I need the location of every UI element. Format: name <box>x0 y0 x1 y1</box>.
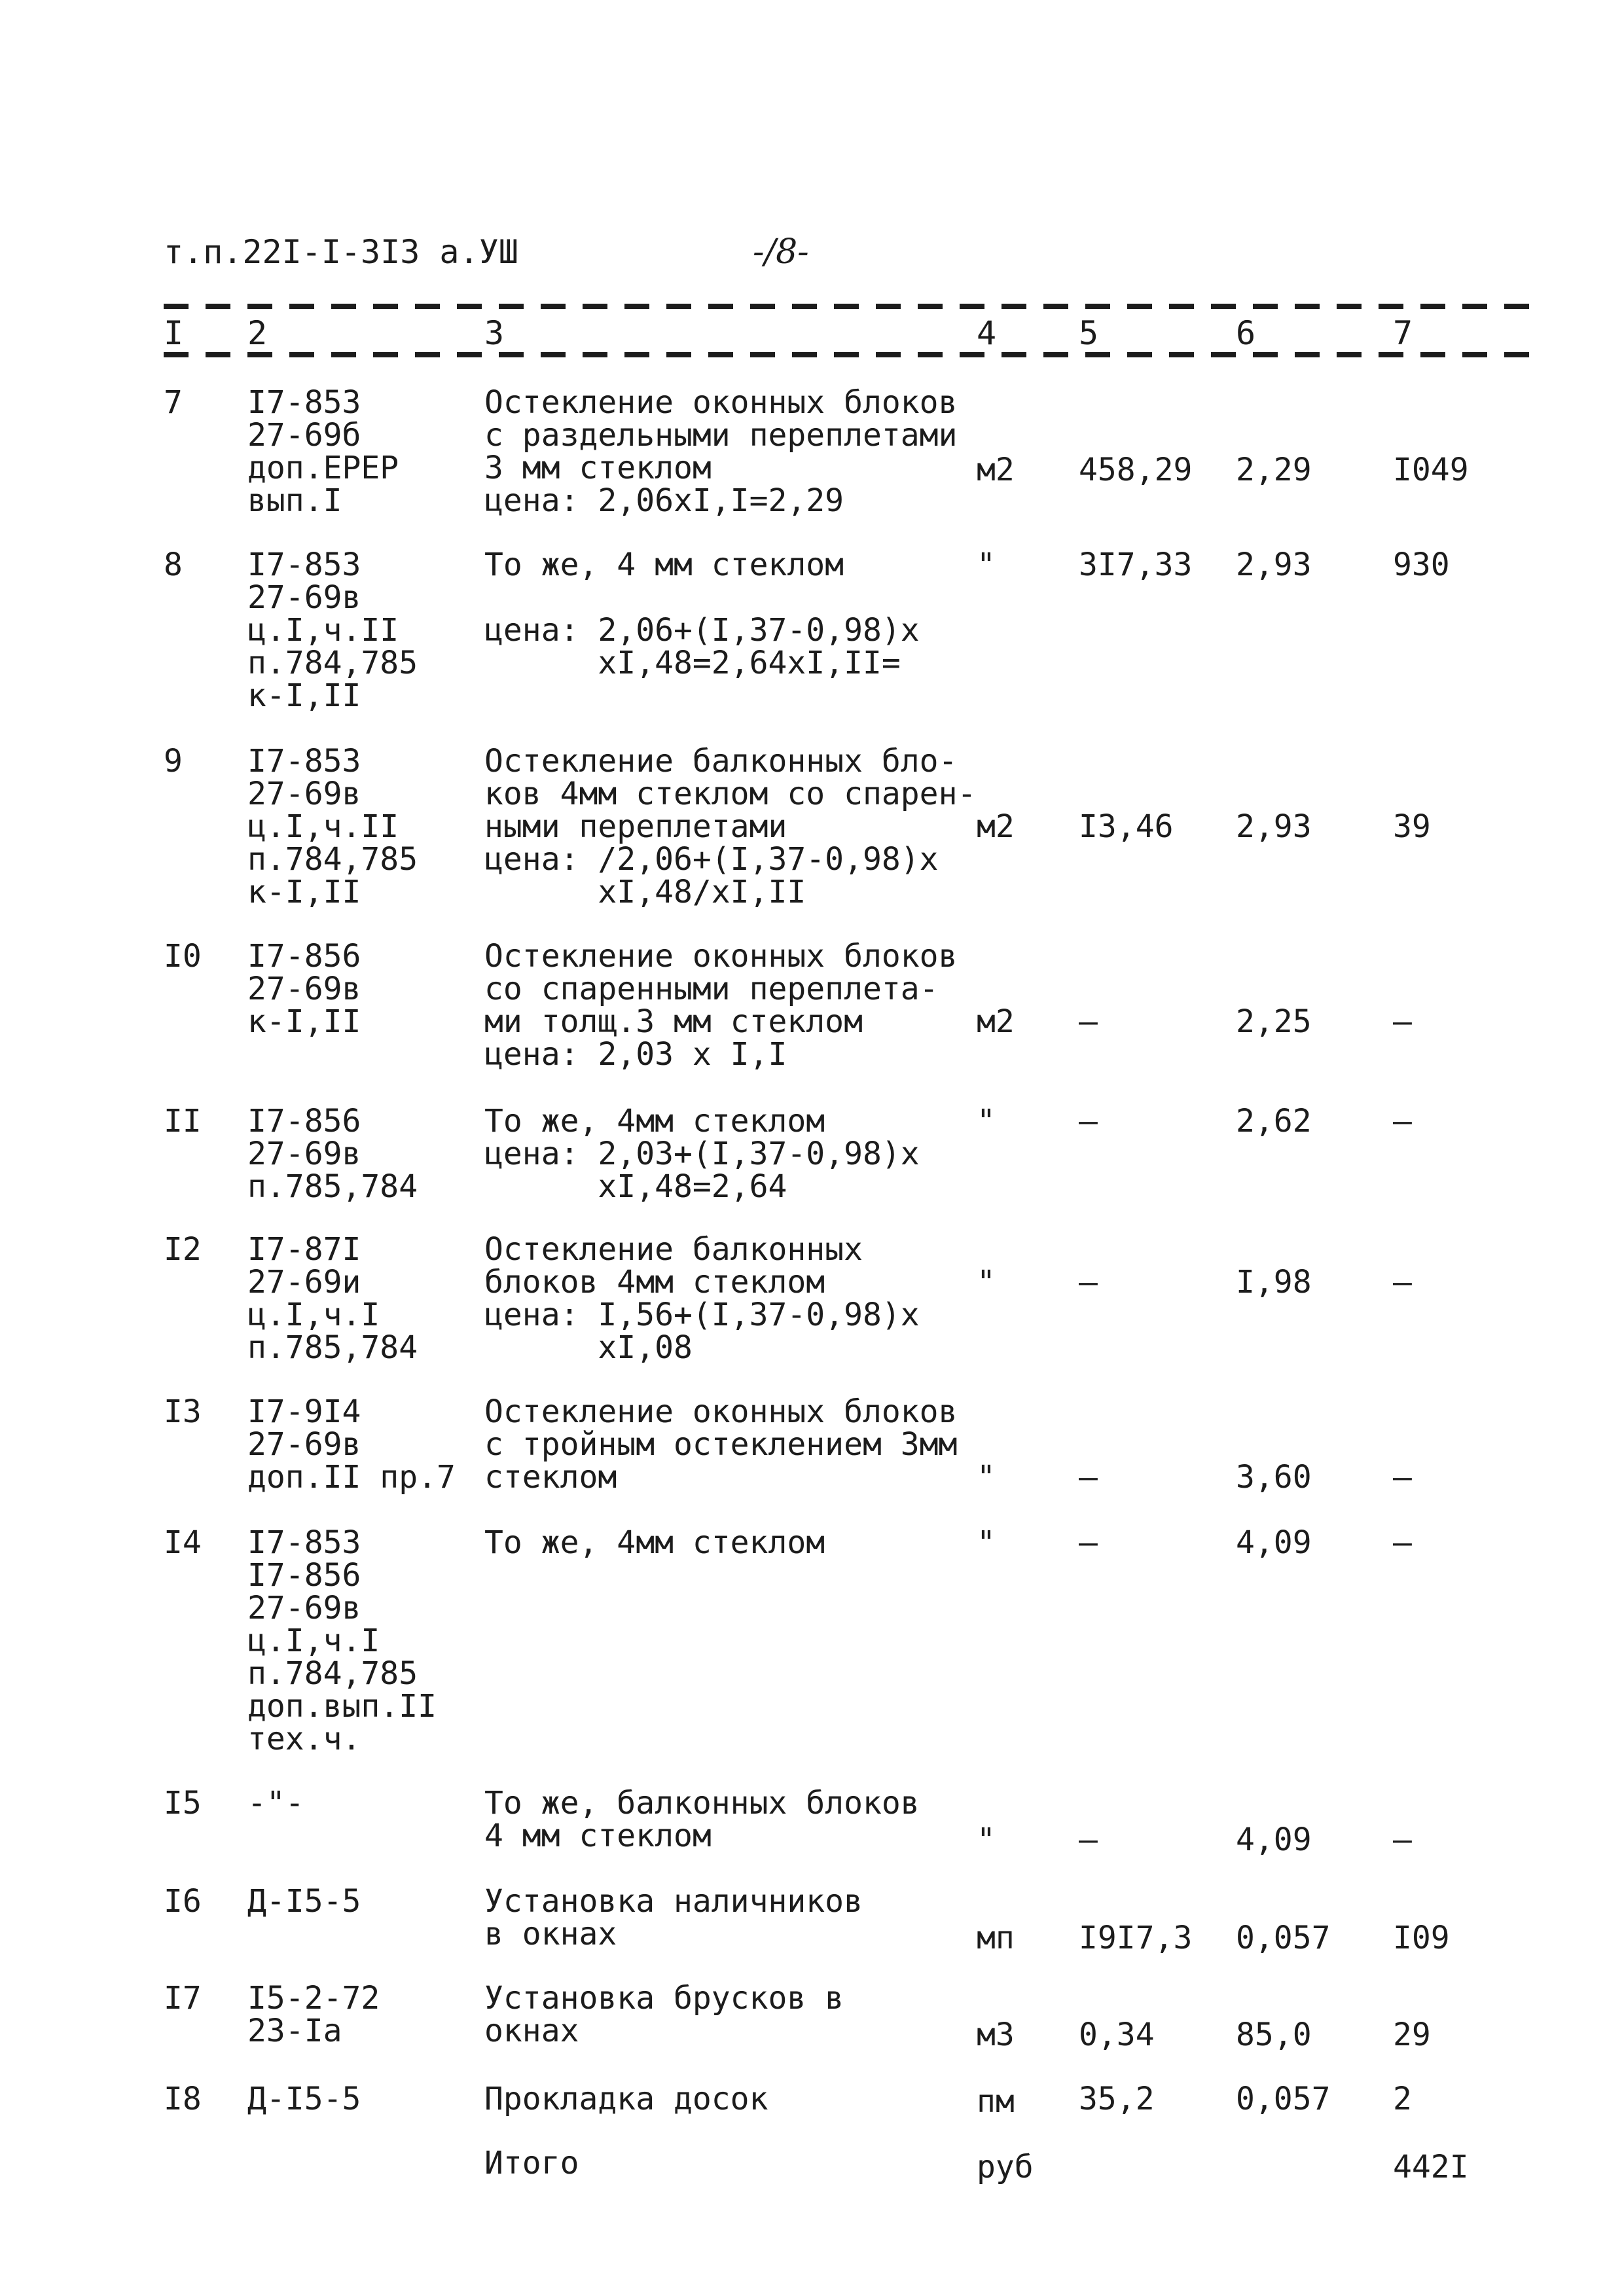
total-label: Итого <box>484 2145 579 2181</box>
row-number: I7 <box>164 1980 202 2017</box>
norm-code: I7-856 27-69в п.785,784 <box>247 1103 418 1205</box>
quantity: – <box>1079 1264 1098 1300</box>
total-cost: – <box>1393 1003 1412 1040</box>
col-header-2: 2 <box>247 314 268 352</box>
unit: м3 <box>977 2017 1015 2053</box>
work-description: Прокладка досок <box>484 2081 768 2117</box>
unit-price: 85,0 <box>1236 2017 1312 2053</box>
total-unit: руб <box>977 2149 1034 2185</box>
unit: мп <box>977 1920 1015 1956</box>
work-description: Остекление оконных блоков со спаренными переплета- ми толщ.3 мм стеклом цена: 2,03 х I,I <box>484 938 958 1073</box>
norm-code: I7-853 27-69б доп.ЕРЕР вып.I <box>247 384 399 519</box>
total-cost: 2 <box>1393 2081 1412 2117</box>
col-header-1: I <box>164 314 184 352</box>
total-cost: – <box>1393 1103 1412 1139</box>
row-number: II <box>164 1103 202 1139</box>
doc-reference: т.п.22I-I-3I3 а.УШ <box>164 233 518 271</box>
norm-code: -"- <box>247 1785 304 1821</box>
work-description: Остекление балконных бло- ков 4мм стеклом со спарен- ными переплетами цена: /2,06+(I,37-0,98)х хI,48/хI,II <box>484 743 977 910</box>
work-description: Установка наличников в окнах <box>484 1883 863 1952</box>
total-cost: – <box>1393 1459 1412 1496</box>
quantity: – <box>1079 1003 1098 1040</box>
col-header-6: 6 <box>1236 314 1256 352</box>
unit: " <box>977 1264 996 1300</box>
quantity: 0,34 <box>1079 2017 1155 2053</box>
total-cost: – <box>1393 1264 1412 1300</box>
total-cost: – <box>1393 1524 1412 1561</box>
unit: м2 <box>977 808 1015 845</box>
row-number: 9 <box>164 743 183 780</box>
row-number: I3 <box>164 1393 202 1430</box>
unit: " <box>977 1524 996 1561</box>
total-sum: 442I <box>1393 2149 1469 2185</box>
work-description: То же, 4мм стеклом <box>484 1524 825 1561</box>
work-description: Остекление оконных блоков с тройным остеклением 3мм стеклом <box>484 1393 958 1496</box>
norm-code: I7-856 27-69в к-I,II <box>247 938 361 1040</box>
quantity: – <box>1079 1524 1098 1561</box>
row-number: I6 <box>164 1883 202 1920</box>
col-header-4: 4 <box>977 314 997 352</box>
unit: пм <box>977 2083 1015 2120</box>
work-description: То же, 4мм стеклом цена: 2,03+(I,37-0,98)х хI,48=2,64 <box>484 1103 920 1205</box>
unit: " <box>977 1459 996 1496</box>
norm-code: Д-I5-5 <box>247 1883 361 1920</box>
work-description: Остекление балконных блоков 4мм стеклом цена: I,56+(I,37-0,98)х хI,08 <box>484 1231 920 1366</box>
unit: м2 <box>977 452 1015 488</box>
row-number: 7 <box>164 384 183 421</box>
norm-code: I7-853 I7-856 27-69в ц.I,ч.I п.784,785 доп.вып.II тех.ч. <box>247 1524 437 1757</box>
unit: " <box>977 547 996 583</box>
row-number: I4 <box>164 1524 202 1561</box>
row-number: 8 <box>164 547 183 583</box>
header-bottom-rule <box>164 352 1532 357</box>
work-description: Остекление оконных блоков с раздельными переплетами 3 мм стеклом цена: 2,06хI,I=2,29 <box>484 384 958 519</box>
row-number: I5 <box>164 1785 202 1821</box>
work-description: То же, 4 мм стеклом цена: 2,06+(I,37-0,98)х хI,48=2,64хI,II= <box>484 547 920 681</box>
total-cost: I049 <box>1393 452 1469 488</box>
norm-code: Д-I5-5 <box>247 2081 361 2117</box>
col-header-7: 7 <box>1393 314 1413 352</box>
quantity: 35,2 <box>1079 2081 1155 2117</box>
unit: " <box>977 1103 996 1139</box>
quantity: – <box>1079 1821 1098 1858</box>
quantity: – <box>1079 1459 1098 1496</box>
unit-price: 3,60 <box>1236 1459 1312 1496</box>
work-description: То же, балконных блоков 4 мм стеклом <box>484 1785 920 1854</box>
unit-price: 2,25 <box>1236 1003 1312 1040</box>
unit-price: 4,09 <box>1236 1821 1312 1858</box>
total-cost: – <box>1393 1821 1412 1858</box>
unit: " <box>977 1821 996 1858</box>
header-top-rule <box>164 304 1532 309</box>
unit: м2 <box>977 1003 1015 1040</box>
total-cost: 29 <box>1393 2017 1431 2053</box>
quantity: – <box>1079 1103 1098 1139</box>
row-number: I8 <box>164 2081 202 2117</box>
quantity: 458,29 <box>1079 452 1193 488</box>
col-header-5: 5 <box>1079 314 1099 352</box>
unit-price: 2,29 <box>1236 452 1312 488</box>
work-description: Установка брусков в окнах <box>484 1980 844 2049</box>
col-header-3: 3 <box>484 314 505 352</box>
total-cost: I09 <box>1393 1920 1450 1956</box>
unit-price: 0,057 <box>1236 2081 1331 2117</box>
norm-code: I7-87I 27-69и ц.I,ч.I п.785,784 <box>247 1231 418 1366</box>
unit-price: 2,93 <box>1236 808 1312 845</box>
page-number: -/8- <box>753 232 809 272</box>
row-number: I0 <box>164 938 202 975</box>
norm-code: I5-2-72 23-Iа <box>247 1980 380 2049</box>
norm-code: I7-9I4 27-69в доп.II пр.7 <box>247 1393 456 1496</box>
unit-price: I,98 <box>1236 1264 1312 1300</box>
quantity: I9I7,3 <box>1079 1920 1193 1956</box>
total-cost: 930 <box>1393 547 1450 583</box>
norm-code: I7-853 27-69в ц.I,ч.II п.784,785 к-I,II <box>247 547 418 714</box>
quantity: I3,46 <box>1079 808 1174 845</box>
unit-price: 0,057 <box>1236 1920 1331 1956</box>
unit-price: 2,93 <box>1236 547 1312 583</box>
unit-price: 4,09 <box>1236 1524 1312 1561</box>
unit-price: 2,62 <box>1236 1103 1312 1139</box>
row-number: I2 <box>164 1231 202 1268</box>
norm-code: I7-853 27-69в ц.I,ч.II п.784,785 к-I,II <box>247 743 418 910</box>
total-cost: 39 <box>1393 808 1431 845</box>
quantity: 3I7,33 <box>1079 547 1193 583</box>
